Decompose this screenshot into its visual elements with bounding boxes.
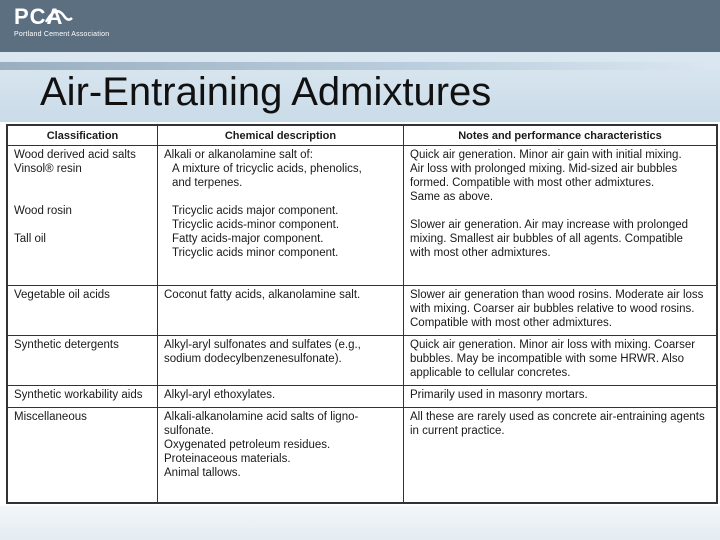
cell-line: Alkali-alkanolamine acid salts of ligno- <box>164 411 359 423</box>
cell-line: applicable to cellular concretes. <box>410 367 571 379</box>
title-accent <box>0 62 720 70</box>
cell-line: Quick air generation. Minor air loss with mixing. Coarser <box>410 339 696 351</box>
spacer <box>14 176 151 190</box>
cell-chemical <box>158 336 404 386</box>
cell-line: Synthetic detergents <box>14 339 119 351</box>
table-row <box>8 408 717 503</box>
table-row <box>8 146 717 286</box>
header-notes: Notes and performance characteristics <box>404 126 717 146</box>
cell-line: Air loss with prolonged mixing. Mid-sized air bubbles <box>410 163 678 175</box>
cell-notes <box>404 286 717 336</box>
spacer <box>14 218 151 232</box>
logo-subtitle: Portland Cement Association <box>14 31 110 38</box>
table-row <box>8 336 717 386</box>
cell-classification <box>8 286 158 336</box>
table-header-row <box>8 126 717 146</box>
table-row <box>8 286 717 336</box>
cell-notes <box>404 336 717 386</box>
page-title: Air-Entraining Admixtures <box>40 70 492 114</box>
admixtures-table <box>7 125 717 503</box>
cell-line: sodium dodecylbenzenesulfonate). <box>164 353 342 365</box>
cell-classification <box>8 146 158 286</box>
cell-line: with mixing. Coarser air bubbles relative to wood rosins. <box>410 303 695 315</box>
cell-line: Fatty acids-major component. <box>172 233 324 245</box>
cell-notes <box>404 146 717 286</box>
cell-line: Tricyclic acids major component. <box>172 205 339 217</box>
table-row <box>8 386 717 408</box>
cell-line: formed. Compatible with most other admixtures. <box>410 177 655 189</box>
cell-line: sulfonate. <box>164 425 214 437</box>
cell-line: Alkyl-aryl ethoxylates. <box>164 389 276 401</box>
spacer <box>164 190 397 204</box>
cell-line: Slower air generation. Air may increase with prolonged <box>410 219 689 231</box>
cell-chemical <box>158 408 404 503</box>
cell-line: Tricyclic acids-minor component. <box>172 219 340 231</box>
cell-line: bubbles. May be incompatible with some HRWR. Also <box>410 353 684 365</box>
cell-line: Vinsol® resin <box>14 163 82 175</box>
cell-line: Miscellaneous <box>14 411 87 423</box>
header-classification: Classification <box>8 126 158 146</box>
spacer <box>410 204 710 218</box>
cell-line: Oxygenated petroleum residues. <box>164 439 331 451</box>
cell-line: Primarily used in masonry mortars. <box>410 389 588 401</box>
cell-line: Tricyclic acids minor component. <box>172 247 339 259</box>
cell-line: Quick air generation. Minor air gain with initial mixing. <box>410 149 682 161</box>
logo-word: PCA <box>14 4 64 29</box>
cell-classification <box>8 336 158 386</box>
cell-line: mixing. Smallest air bubbles of all agents. Compatible <box>410 233 683 245</box>
cell-line: with most other admixtures. <box>410 247 551 259</box>
cell-line: Compatible with most other admixtures. <box>410 317 612 329</box>
cell-line: Alkali or alkanolamine salt of: <box>164 149 313 161</box>
cell-classification <box>8 408 158 503</box>
cell-chemical <box>158 386 404 408</box>
header-band <box>0 0 720 52</box>
cell-line: Coconut fatty acids, alkanolamine salt. <box>164 289 361 301</box>
cell-line: Wood derived acid salts <box>14 149 136 161</box>
cell-line: All these are rarely used as concrete air-entraining agents <box>410 411 705 423</box>
cell-notes <box>404 386 717 408</box>
cell-line: Alkyl-aryl sulfonates and sulfates (e.g., <box>164 339 361 351</box>
logo-swoosh-icon <box>44 2 74 26</box>
cell-classification <box>8 386 158 408</box>
cell-notes <box>404 408 717 503</box>
cell-line: Vegetable oil acids <box>14 289 110 301</box>
cell-line: Slower air generation than wood rosins. Moderate air loss <box>410 289 704 301</box>
cell-line: and terpenes. <box>172 177 243 189</box>
footer-band <box>0 506 720 540</box>
cell-line: A mixture of tricyclic acids, phenolics, <box>172 163 362 175</box>
header-chemical-description: Chemical description <box>158 126 404 146</box>
cell-line: Tall oil <box>14 233 46 245</box>
admixtures-table-container <box>6 124 718 504</box>
cell-line: in current practice. <box>410 425 505 437</box>
cell-chemical <box>158 146 404 286</box>
cell-chemical <box>158 286 404 336</box>
cell-line: Animal tallows. <box>164 467 241 479</box>
cell-line: Synthetic workability aids <box>14 389 143 401</box>
cell-line: Same as above. <box>410 191 494 203</box>
cell-line: Proteinaceous materials. <box>164 453 291 465</box>
spacer <box>14 190 151 204</box>
cell-line: Wood rosin <box>14 205 72 217</box>
